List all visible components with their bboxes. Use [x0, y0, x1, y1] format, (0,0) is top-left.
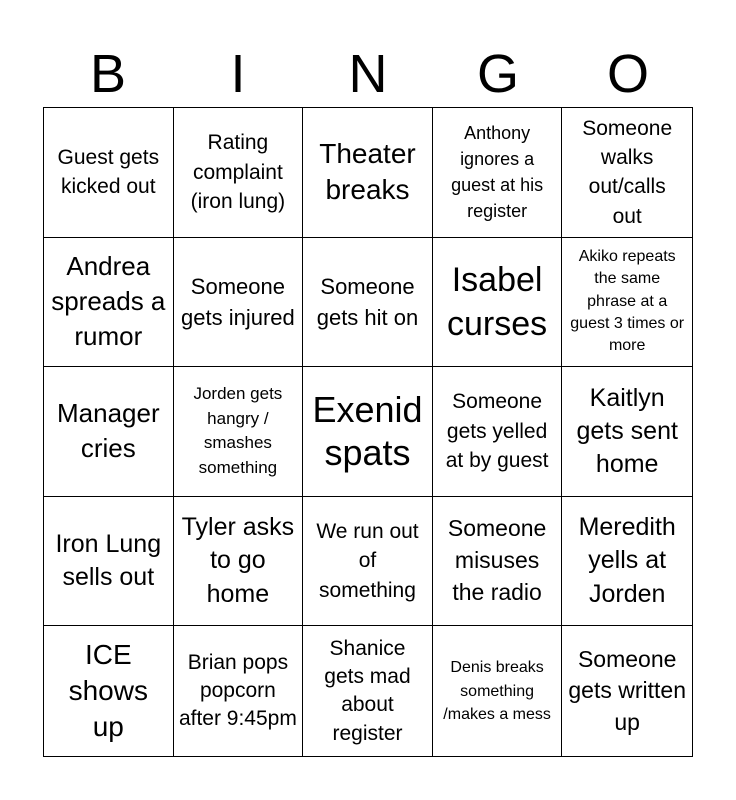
- bingo-cell-text: Brian pops popcorn after 9:45pm: [178, 650, 297, 731]
- bingo-cell-text: Guest gets kicked out: [57, 145, 160, 199]
- bingo-cell-text: Exenid spats: [312, 388, 423, 474]
- bingo-cell-text: Someone walks out/calls out: [582, 116, 673, 228]
- bingo-cell-r4-c3[interactable]: [303, 497, 433, 627]
- bingo-cell-text: Rating complaint (iron lung): [190, 131, 286, 213]
- bingo-cell-r1-c1[interactable]: [44, 108, 174, 238]
- bingo-cell-r3-c2[interactable]: [174, 367, 304, 497]
- bingo-cell-text: Theater breaks: [319, 137, 416, 206]
- bingo-cell-r5-c3[interactable]: [303, 626, 433, 756]
- bingo-board: [43, 107, 693, 757]
- bingo-cell-r3-c3[interactable]: [303, 367, 433, 497]
- header-letter-o: O: [606, 44, 649, 104]
- bingo-cell-text: Manager cries: [56, 398, 160, 464]
- bingo-cell-text: Anthony ignores a guest at his register: [451, 123, 544, 222]
- bingo-cell-text: Denis breaks something /makes a mess: [443, 659, 551, 723]
- bingo-cell-r4-c1[interactable]: [44, 497, 174, 627]
- bingo-cell-r5-c4[interactable]: [433, 626, 563, 756]
- bingo-cell-r4-c2[interactable]: [174, 497, 304, 627]
- bingo-cell-r5-c5[interactable]: [562, 626, 692, 756]
- header-letter-b: B: [89, 44, 127, 104]
- header-letter-g: G: [476, 44, 519, 104]
- bingo-cell-text: ICE shows up: [68, 638, 148, 743]
- bingo-cell-r4-c4[interactable]: [433, 497, 563, 627]
- bingo-cell-text: Jorden gets hangry / smashes something: [193, 384, 283, 478]
- bingo-cell-text: Someone gets hit on: [316, 273, 419, 330]
- bingo-cell-r3-c1[interactable]: [44, 367, 174, 497]
- bingo-cell-text: Iron Lung sells out: [55, 529, 162, 592]
- bingo-cell-text: Isabel curses: [447, 260, 548, 343]
- bingo-cell-text: Meredith yells at Jorden: [578, 513, 676, 608]
- bingo-cell-r2-c3[interactable]: [303, 238, 433, 368]
- bingo-cell-r2-c4[interactable]: [433, 238, 563, 368]
- bingo-cell-text: We run out of something: [316, 520, 419, 602]
- bingo-cell-r1-c2[interactable]: [174, 108, 304, 238]
- header-letter-i: I: [230, 44, 246, 104]
- bingo-cell-r2-c2[interactable]: [174, 238, 304, 368]
- bingo-cell-r1-c4[interactable]: [433, 108, 563, 238]
- bingo-cell-text: Andrea spreads a rumor: [51, 251, 166, 352]
- bingo-cell-text: Tyler asks to go home: [181, 513, 295, 608]
- bingo-cell-text: Kaitlyn gets sent home: [576, 383, 678, 479]
- bingo-cell-r3-c5[interactable]: [562, 367, 692, 497]
- bingo-cell-text: Someone gets injured: [181, 273, 295, 330]
- bingo-header: [43, 40, 693, 108]
- bingo-cell-r5-c2[interactable]: [174, 626, 304, 756]
- header-letter-n: N: [348, 44, 388, 104]
- bingo-cell-r1-c5[interactable]: [562, 108, 692, 238]
- bingo-cell-r4-c5[interactable]: [562, 497, 692, 627]
- bingo-cell-text: Akiko repeats the same phrase at a guest 3 times or more: [570, 247, 685, 355]
- bingo-cell-r2-c5[interactable]: [562, 238, 692, 368]
- bingo-cell-r1-c3[interactable]: [303, 108, 433, 238]
- bingo-cell-r3-c4[interactable]: [433, 367, 563, 497]
- bingo-cell-r2-c1[interactable]: [44, 238, 174, 368]
- bingo-cell-text: Someone gets yelled at by guest: [445, 390, 549, 473]
- bingo-cell-r5-c1[interactable]: [44, 626, 174, 756]
- bingo-cell-text: Someone misuses the radio: [447, 515, 547, 605]
- bingo-cell-text: Shanice gets mad about register: [324, 636, 411, 745]
- bingo-cell-text: Someone gets written up: [568, 645, 686, 736]
